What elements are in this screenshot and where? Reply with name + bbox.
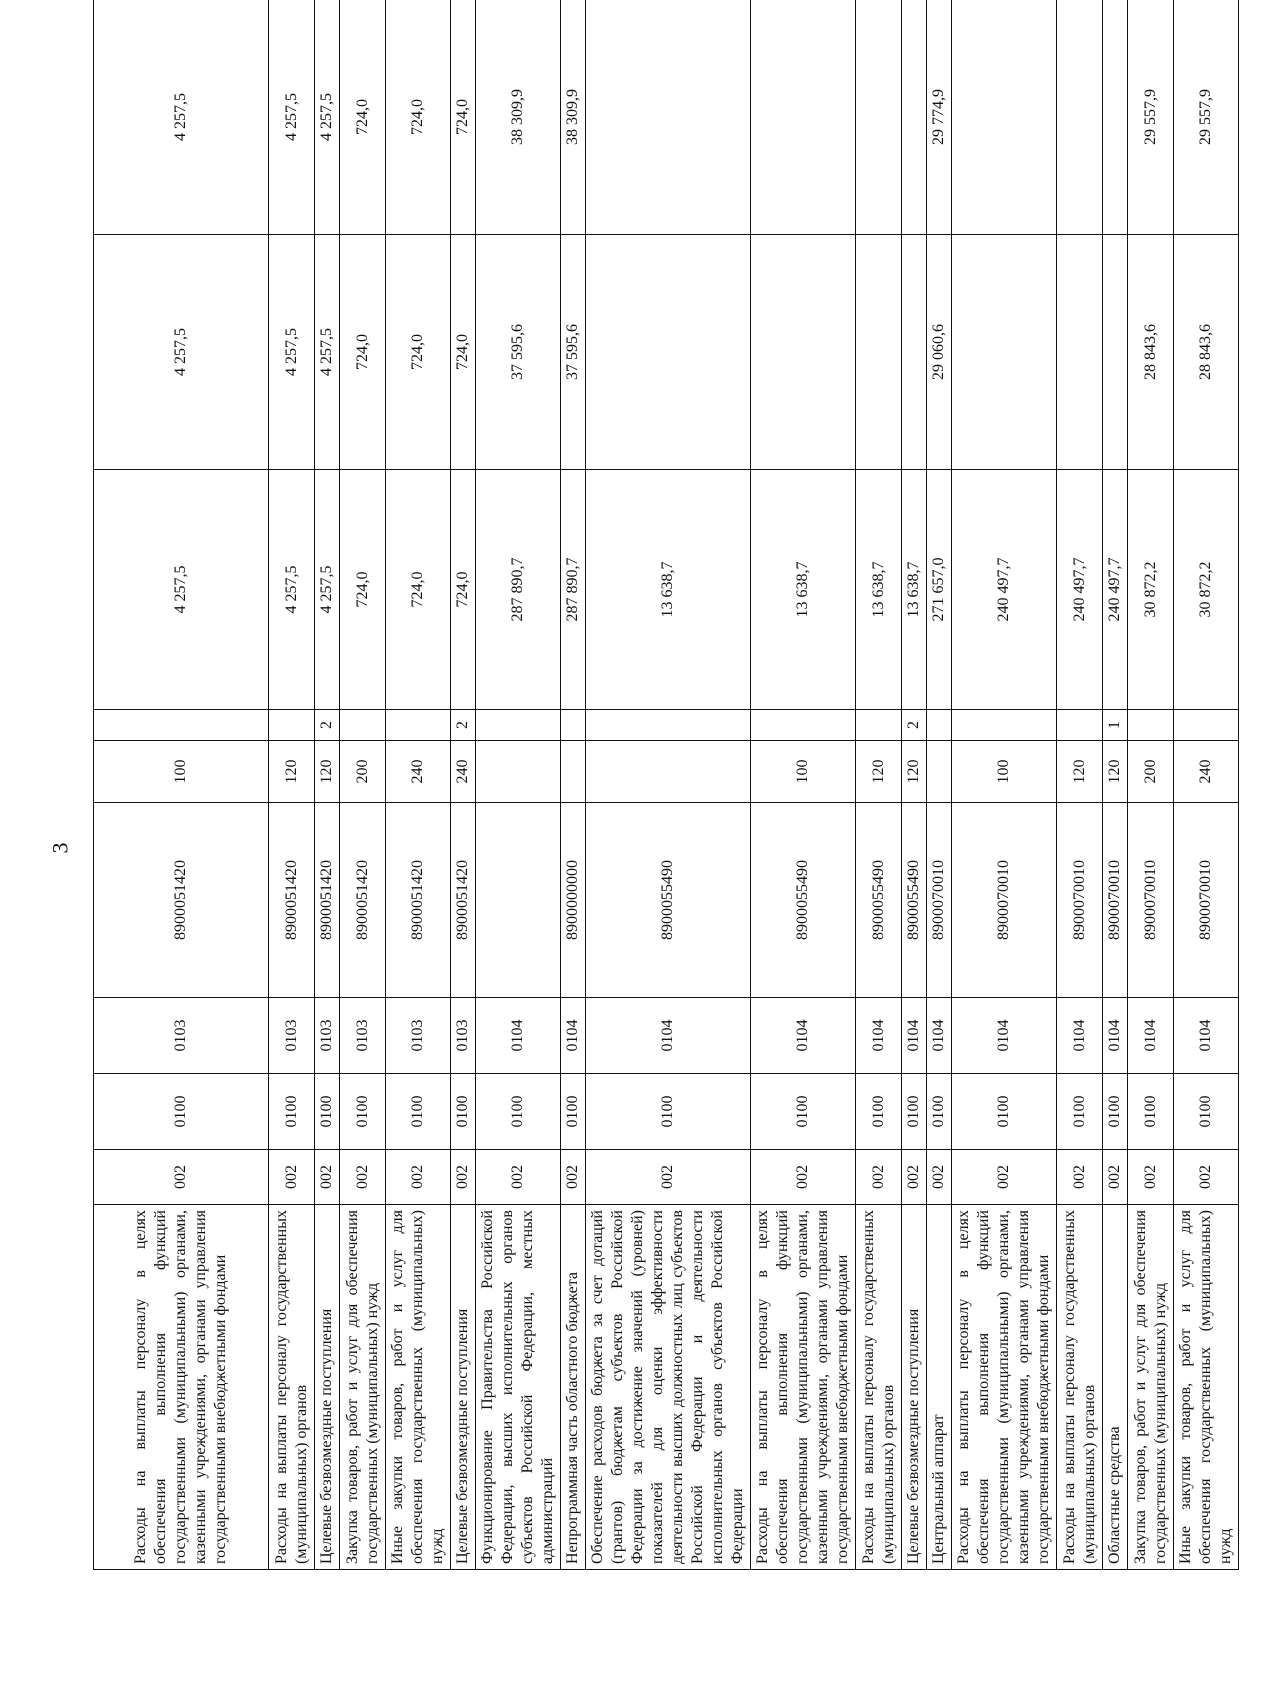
section-code: 0100	[1128, 1074, 1174, 1150]
admin-code: 002	[340, 1150, 386, 1205]
admin-code: 002	[1057, 1150, 1103, 1205]
row-description: Закупка товаров, работ и услуг для обеспечения государственных (муниципальных) нужд	[340, 1205, 386, 1570]
table-row	[340, 0, 386, 1570]
admin-code: 002	[386, 1150, 451, 1205]
expense-type: 120	[315, 741, 340, 803]
funding-source	[386, 710, 451, 741]
target-article: 8900070010	[1103, 803, 1128, 998]
amount-year-3: 29 557,9	[1174, 0, 1239, 235]
amount-year-1: 30 872,2	[1174, 470, 1239, 710]
table-row	[386, 0, 451, 1570]
row-description: Иные закупки товаров, работ и услуг для обеспечения государственных (муниципальных) нужд	[386, 1205, 451, 1570]
subsection-code: 0104	[586, 998, 751, 1074]
subsection-code: 0103	[315, 998, 340, 1074]
expense-type	[476, 741, 561, 803]
amount-year-1: 4 257,5	[94, 470, 269, 710]
expense-type	[561, 741, 586, 803]
amount-year-2: 37 595,6	[476, 235, 561, 470]
subsection-code: 0104	[1174, 998, 1239, 1074]
funding-source	[1174, 710, 1239, 741]
amount-year-2: 4 257,5	[94, 235, 269, 470]
row-description: Функционирование Правительства Российской Федерации, высших исполнительных органов субъектов Российской Федерации, местных администраций	[476, 1205, 561, 1570]
funding-source: 2	[451, 710, 476, 741]
funding-source	[1128, 710, 1174, 741]
admin-code: 002	[561, 1150, 586, 1205]
amount-year-3: 724,0	[451, 0, 476, 235]
admin-code: 002	[927, 1150, 952, 1205]
section-code: 0100	[269, 1074, 315, 1150]
subsection-code: 0104	[476, 998, 561, 1074]
expense-type: 240	[451, 741, 476, 803]
expense-type: 120	[1103, 741, 1128, 803]
subsection-code: 0103	[340, 998, 386, 1074]
subsection-code: 0104	[952, 998, 1057, 1074]
target-article: 8900070010	[1128, 803, 1174, 998]
amount-year-3: 29 557,9	[1128, 0, 1174, 235]
target-article: 8900051420	[315, 803, 340, 998]
section-code: 0100	[561, 1074, 586, 1150]
section-code: 0100	[927, 1074, 952, 1150]
expense-type: 120	[1057, 741, 1103, 803]
target-article: 8900051420	[94, 803, 269, 998]
subsection-code: 0104	[902, 998, 927, 1074]
amount-year-2	[586, 235, 751, 470]
subsection-code: 0104	[751, 998, 856, 1074]
amount-year-1: 240 497,7	[1103, 470, 1128, 710]
admin-code: 002	[586, 1150, 751, 1205]
budget-table	[93, 0, 1239, 1570]
amount-year-3: 4 257,5	[315, 0, 340, 235]
amount-year-3	[856, 0, 902, 235]
amount-year-2	[1057, 235, 1103, 470]
section-code: 0100	[1103, 1074, 1128, 1150]
funding-source	[340, 710, 386, 741]
section-code: 0100	[386, 1074, 451, 1150]
admin-code: 002	[1174, 1150, 1239, 1205]
table-row	[952, 0, 1057, 1570]
amount-year-1: 724,0	[386, 470, 451, 710]
target-article: 8900070010	[1174, 803, 1239, 998]
section-code: 0100	[315, 1074, 340, 1150]
amount-year-2	[1103, 235, 1128, 470]
admin-code: 002	[451, 1150, 476, 1205]
amount-year-3	[902, 0, 927, 235]
expense-type	[586, 741, 751, 803]
admin-code: 002	[902, 1150, 927, 1205]
section-code: 0100	[952, 1074, 1057, 1150]
row-description: Расходы на выплаты персоналу в целях обеспечения выполнения функций государственными (муниципальными) органами, казенными учреждениями, органами управления государственными внебюджетными фондами	[94, 1205, 269, 1570]
section-code: 0100	[451, 1074, 476, 1150]
admin-code: 002	[1128, 1150, 1174, 1205]
amount-year-1: 13 638,7	[902, 470, 927, 710]
amount-year-2	[952, 235, 1057, 470]
table-row	[451, 0, 476, 1570]
funding-source	[856, 710, 902, 741]
target-article: 8900055490	[586, 803, 751, 998]
amount-year-2: 4 257,5	[269, 235, 315, 470]
funding-source	[269, 710, 315, 741]
table-row	[476, 0, 561, 1570]
target-article: 8900000000	[561, 803, 586, 998]
table-row	[902, 0, 927, 1570]
amount-year-1: 271 657,0	[927, 470, 952, 710]
amount-year-1: 724,0	[340, 470, 386, 710]
subsection-code: 0104	[1057, 998, 1103, 1074]
amount-year-2	[751, 235, 856, 470]
table-row	[1174, 0, 1239, 1570]
funding-source	[927, 710, 952, 741]
table-row	[1103, 0, 1128, 1570]
target-article: 8900055490	[751, 803, 856, 998]
amount-year-1: 13 638,7	[856, 470, 902, 710]
target-article: 8900055490	[902, 803, 927, 998]
subsection-code: 0104	[1128, 998, 1174, 1074]
target-article: 8900055490	[856, 803, 902, 998]
admin-code: 002	[856, 1150, 902, 1205]
amount-year-1: 4 257,5	[269, 470, 315, 710]
expense-type: 120	[902, 741, 927, 803]
amount-year-1: 287 890,7	[476, 470, 561, 710]
admin-code: 002	[751, 1150, 856, 1205]
amount-year-3: 724,0	[386, 0, 451, 235]
amount-year-1: 287 890,7	[561, 470, 586, 710]
subsection-code: 0103	[451, 998, 476, 1074]
row-description: Обеспечение расходов бюджета за счет дотаций (грантов) бюджетам субъектов Российской Федерации за достижение значений (уровней) показателей для оценки эффективности деятельности высших должностных лиц субъектов Российской Федерации и деятельности исполнительных органов субъектов Российской Федерации	[586, 1205, 751, 1570]
table-row	[927, 0, 952, 1570]
row-description: Расходы на выплаты персоналу в целях обеспечения выполнения функций государственными (муниципальными) органами, казенными учреждениями, органами управления государственными внебюджетными фондами	[751, 1205, 856, 1570]
row-description: Иные закупки товаров, работ и услуг для обеспечения государственных (муниципальных) нужд	[1174, 1205, 1239, 1570]
funding-source	[94, 710, 269, 741]
target-article: 8900051420	[340, 803, 386, 998]
funding-source	[1057, 710, 1103, 741]
row-description: Закупка товаров, работ и услуг для обеспечения государственных (муниципальных) нужд	[1128, 1205, 1174, 1570]
admin-code: 002	[476, 1150, 561, 1205]
amount-year-1: 4 257,5	[315, 470, 340, 710]
table-row	[1128, 0, 1174, 1570]
section-code: 0100	[902, 1074, 927, 1150]
subsection-code: 0104	[561, 998, 586, 1074]
expense-type	[927, 741, 952, 803]
row-description: Целевые безвозмездные поступления	[451, 1205, 476, 1570]
subsection-code: 0103	[269, 998, 315, 1074]
amount-year-3	[1057, 0, 1103, 235]
row-description: Целевые безвозмездные поступления	[315, 1205, 340, 1570]
amount-year-2	[856, 235, 902, 470]
amount-year-1: 724,0	[451, 470, 476, 710]
amount-year-1: 30 872,2	[1128, 470, 1174, 710]
section-code: 0100	[476, 1074, 561, 1150]
rotated-page	[93, 0, 1263, 1570]
table-row	[586, 0, 751, 1570]
expense-type: 100	[94, 741, 269, 803]
table-row	[269, 0, 315, 1570]
subsection-code: 0104	[927, 998, 952, 1074]
amount-year-2: 4 257,5	[315, 235, 340, 470]
target-article: 8900051420	[269, 803, 315, 998]
admin-code: 002	[94, 1150, 269, 1205]
amount-year-3: 4 257,5	[94, 0, 269, 235]
section-code: 0100	[751, 1074, 856, 1150]
funding-source	[476, 710, 561, 741]
amount-year-3: 29 774,9	[927, 0, 952, 235]
expense-type: 240	[1174, 741, 1239, 803]
amount-year-3	[586, 0, 751, 235]
target-article: 8900070010	[952, 803, 1057, 998]
expense-type: 240	[386, 741, 451, 803]
subsection-code: 0103	[386, 998, 451, 1074]
amount-year-2: 724,0	[340, 235, 386, 470]
target-article: 8900070010	[1057, 803, 1103, 998]
table-row	[856, 0, 902, 1570]
amount-year-2: 724,0	[451, 235, 476, 470]
table-row	[751, 0, 856, 1570]
target-article	[476, 803, 561, 998]
page-number: 3	[47, 842, 73, 854]
section-code: 0100	[340, 1074, 386, 1150]
target-article: 8900051420	[386, 803, 451, 998]
row-description: Целевые безвозмездные поступления	[902, 1205, 927, 1570]
amount-year-3: 724,0	[340, 0, 386, 235]
target-article: 8900070010	[927, 803, 952, 998]
row-description: Областные средства	[1103, 1205, 1128, 1570]
amount-year-3	[751, 0, 856, 235]
amount-year-1: 13 638,7	[751, 470, 856, 710]
funding-source	[561, 710, 586, 741]
section-code: 0100	[1174, 1074, 1239, 1150]
table-row	[561, 0, 586, 1570]
funding-source: 2	[315, 710, 340, 741]
amount-year-2: 29 060,6	[927, 235, 952, 470]
row-description: Центральный аппарат	[927, 1205, 952, 1570]
admin-code: 002	[1103, 1150, 1128, 1205]
amount-year-1: 240 497,7	[952, 470, 1057, 710]
amount-year-3	[952, 0, 1057, 235]
amount-year-1: 240 497,7	[1057, 470, 1103, 710]
row-description: Расходы на выплаты персоналу государственных (муниципальных) органов	[1057, 1205, 1103, 1570]
admin-code: 002	[315, 1150, 340, 1205]
subsection-code: 0104	[1103, 998, 1128, 1074]
funding-source	[586, 710, 751, 741]
expense-type: 120	[856, 741, 902, 803]
funding-source	[751, 710, 856, 741]
amount-year-3: 4 257,5	[269, 0, 315, 235]
amount-year-2: 28 843,6	[1128, 235, 1174, 470]
amount-year-2: 724,0	[386, 235, 451, 470]
amount-year-1: 13 638,7	[586, 470, 751, 710]
funding-source: 2	[902, 710, 927, 741]
expense-type: 120	[269, 741, 315, 803]
expense-type: 200	[1128, 741, 1174, 803]
row-description: Расходы на выплаты персоналу в целях обеспечения выполнения функций государственными (муниципальными) органами, казенными учреждениями, органами управления государственными внебюджетными фондами	[952, 1205, 1057, 1570]
row-description: Непрограммная часть областного бюджета	[561, 1205, 586, 1570]
amount-year-2: 28 843,6	[1174, 235, 1239, 470]
subsection-code: 0103	[94, 998, 269, 1074]
expense-type: 100	[751, 741, 856, 803]
subsection-code: 0104	[856, 998, 902, 1074]
expense-type: 200	[340, 741, 386, 803]
section-code: 0100	[1057, 1074, 1103, 1150]
funding-source: 1	[1103, 710, 1128, 741]
section-code: 0100	[856, 1074, 902, 1150]
section-code: 0100	[586, 1074, 751, 1150]
amount-year-3	[1103, 0, 1128, 235]
table-row	[315, 0, 340, 1570]
target-article: 8900051420	[451, 803, 476, 998]
funding-source	[952, 710, 1057, 741]
amount-year-2	[902, 235, 927, 470]
expense-type: 100	[952, 741, 1057, 803]
table-body	[94, 0, 1239, 1570]
amount-year-2: 37 595,6	[561, 235, 586, 470]
admin-code: 002	[269, 1150, 315, 1205]
admin-code: 002	[952, 1150, 1057, 1205]
row-description: Расходы на выплаты персоналу государственных (муниципальных) органов	[856, 1205, 902, 1570]
table-row	[94, 0, 269, 1570]
table-row	[1057, 0, 1103, 1570]
section-code: 0100	[94, 1074, 269, 1150]
amount-year-3: 38 309,9	[476, 0, 561, 235]
amount-year-3: 38 309,9	[561, 0, 586, 235]
row-description: Расходы на выплаты персоналу государственных (муниципальных) органов	[269, 1205, 315, 1570]
